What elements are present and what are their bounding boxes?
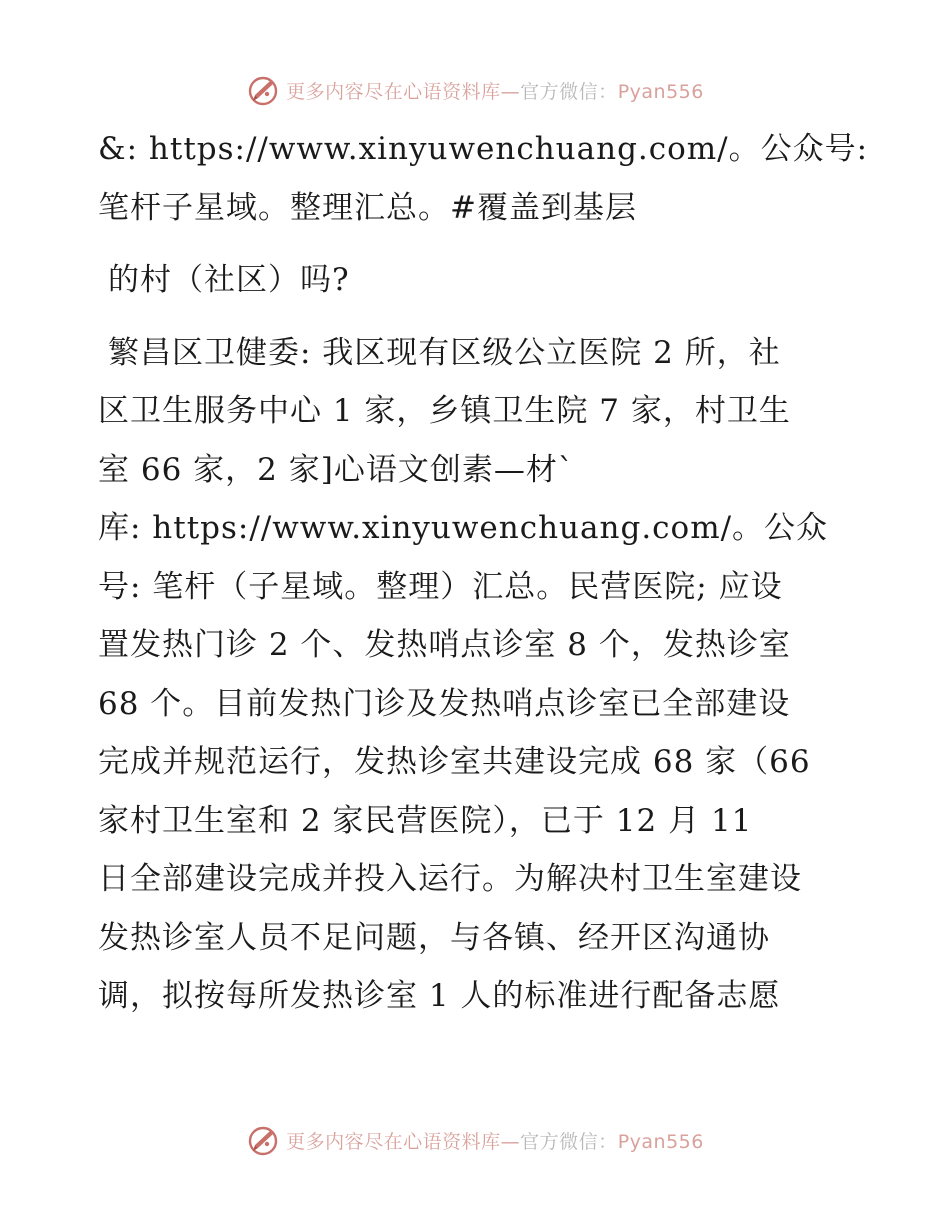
- text-line: 置发热门诊 2 个、发热哨点诊室 8 个，发热诊室: [98, 627, 791, 663]
- text-line: 繁昌区卫健委: 我区现有区级公立医院 2 所，社: [108, 334, 781, 371]
- header-watermark-banner: [0, 68, 950, 112]
- text-line: 完成并规范运行，发热诊室共建设完成 68 家（66: [98, 744, 811, 780]
- text-line: 库: https://www.xinyuwenchuang.com/。公众: [98, 510, 829, 546]
- pen-logo-icon: [246, 1123, 280, 1157]
- text-line: 笔杆子星域。整理汇总。#覆盖到基层: [98, 189, 637, 226]
- text-line: 的村（社区）吗?: [108, 262, 350, 298]
- banner-text: [286, 1127, 704, 1154]
- pen-logo-icon: [246, 73, 280, 107]
- text-line: 室 66 家，2 家]心语文创素—材`: [98, 451, 575, 488]
- banner-text: [286, 77, 704, 104]
- banner-wechat-label: 官方微信：: [520, 1130, 618, 1153]
- banner-inner: [246, 1123, 704, 1157]
- footer-watermark-banner: [0, 1118, 950, 1162]
- text-line: 号: 笔杆（子星域。整理）汇总。民营医院; 应设: [98, 568, 783, 605]
- text-line: 发热诊室人员不足问题，与各镇、经开区沟通协: [98, 919, 770, 956]
- banner-wechat-id: Pyan556: [617, 1130, 704, 1153]
- text-line: 68 个。目前发热门诊及发热哨点诊室已全部建设: [98, 685, 791, 722]
- banner-site-text: 更多内容尽在心语资料库—: [286, 80, 521, 103]
- text-line: 日全部建设完成并投入运行。为解决村卫生室建设: [98, 861, 802, 897]
- document-body: [98, 120, 869, 1026]
- banner-inner: [246, 73, 704, 107]
- banner-wechat-label: 官方微信：: [520, 80, 618, 103]
- text-line: 区卫生服务中心 1 家，乡镇卫生院 7 家，村卫生: [98, 393, 791, 429]
- text-line: 调，拟按每所发热诊室 1 人的标准进行配备志愿: [98, 978, 781, 1014]
- text-line: 家村卫生室和 2 家民营医院），已于 12 月 11: [98, 802, 753, 839]
- text-line: &: https://www.xinyuwenchuang.com/。公众号:: [98, 131, 869, 167]
- banner-site-text: 更多内容尽在心语资料库—: [286, 1130, 521, 1153]
- banner-wechat-id: Pyan556: [617, 80, 704, 103]
